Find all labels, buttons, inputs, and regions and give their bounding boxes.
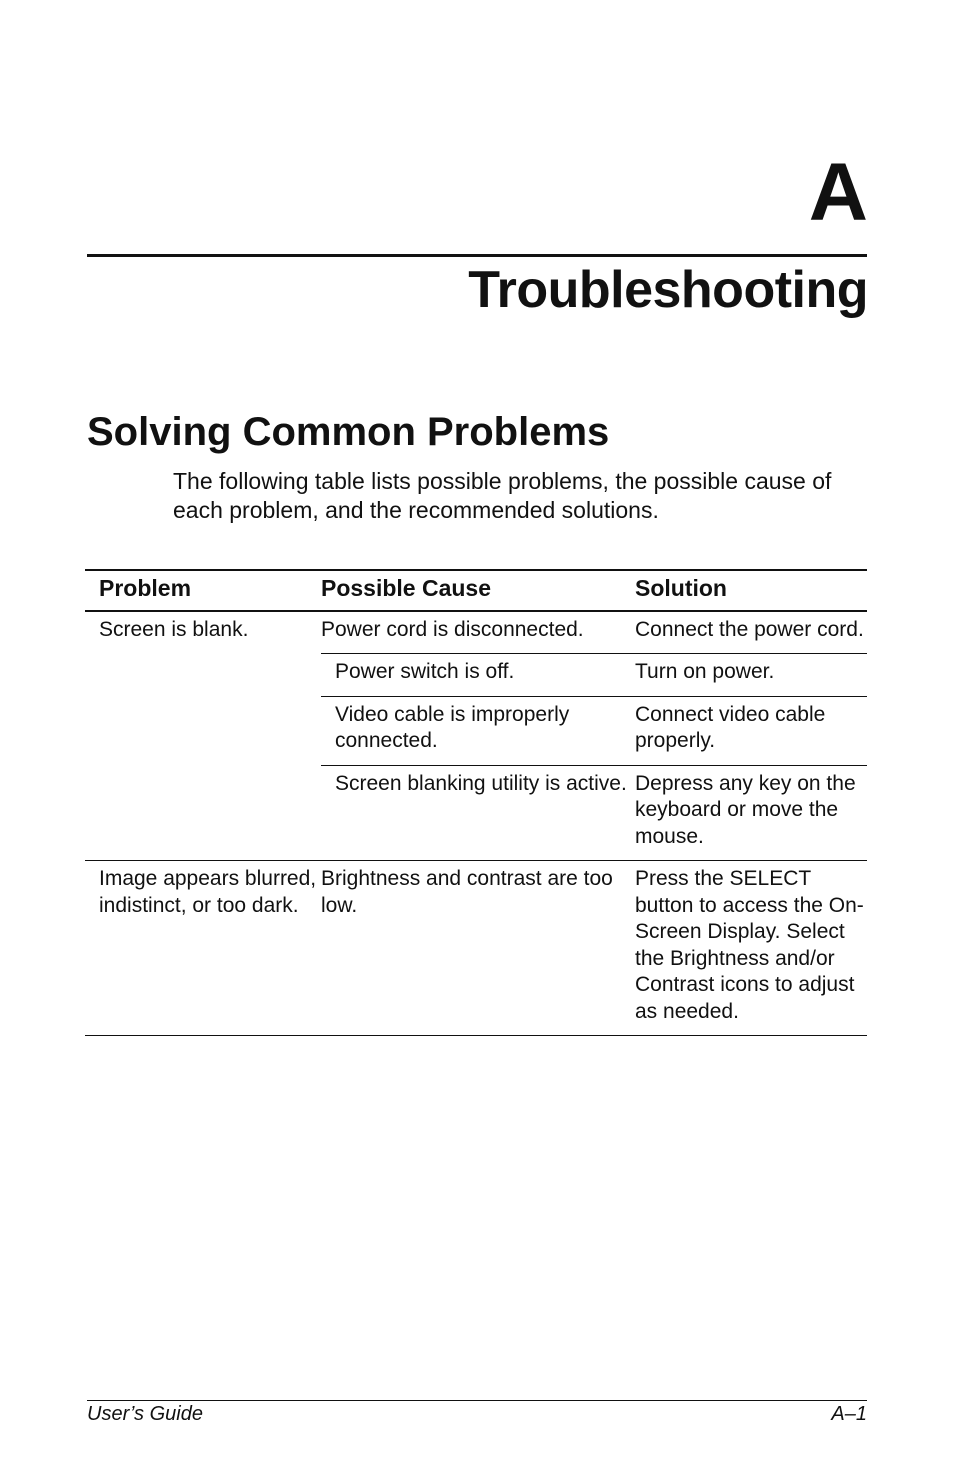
chapter-title: Troubleshooting [468,261,868,319]
solution-cell: Connect video cable properly. [635,696,867,765]
cause-cell: Screen blanking utility is active. [321,765,635,861]
solution-cell: Connect the power cord. [635,611,867,654]
solution-cell: Turn on power. [635,654,867,697]
footer-divider [87,1400,867,1401]
intro-paragraph: The following table lists possible problems, the possible cause of each problem, and the recommended solutions. [173,468,832,523]
cause-cell: Brightness and contrast are too low. [321,861,635,1036]
problem-cell: Screen is blank. [85,611,321,861]
troubleshooting-table [85,569,867,1036]
footer-document-title: User’s Guide [87,1403,203,1425]
cause-cell: Video cable is improperly connected. [321,696,635,765]
header-problem: Problem [85,570,321,611]
table-row [85,611,867,654]
solution-cell: Depress any key on the keyboard or move the mouse. [635,765,867,861]
table-header-row [85,570,867,611]
header-possible-cause: Possible Cause [321,570,635,611]
solution-cell: Press the SELECT button to access the On-Screen Display. Select the Brightness and/or Contrast icons to adjust as needed. [635,861,867,1036]
chapter-divider [87,254,867,257]
cause-cell: Power cord is disconnected. [321,611,635,654]
header-solution: Solution [635,570,867,611]
section-title: Solving Common Problems [87,410,610,454]
cause-cell: Power switch is off. [321,654,635,697]
table-row [85,861,867,1036]
page-number: A–1 [831,1403,867,1425]
problem-cell: Image appears blurred, indistinct, or too dark. [85,861,321,1036]
chapter-letter: A [808,147,868,238]
